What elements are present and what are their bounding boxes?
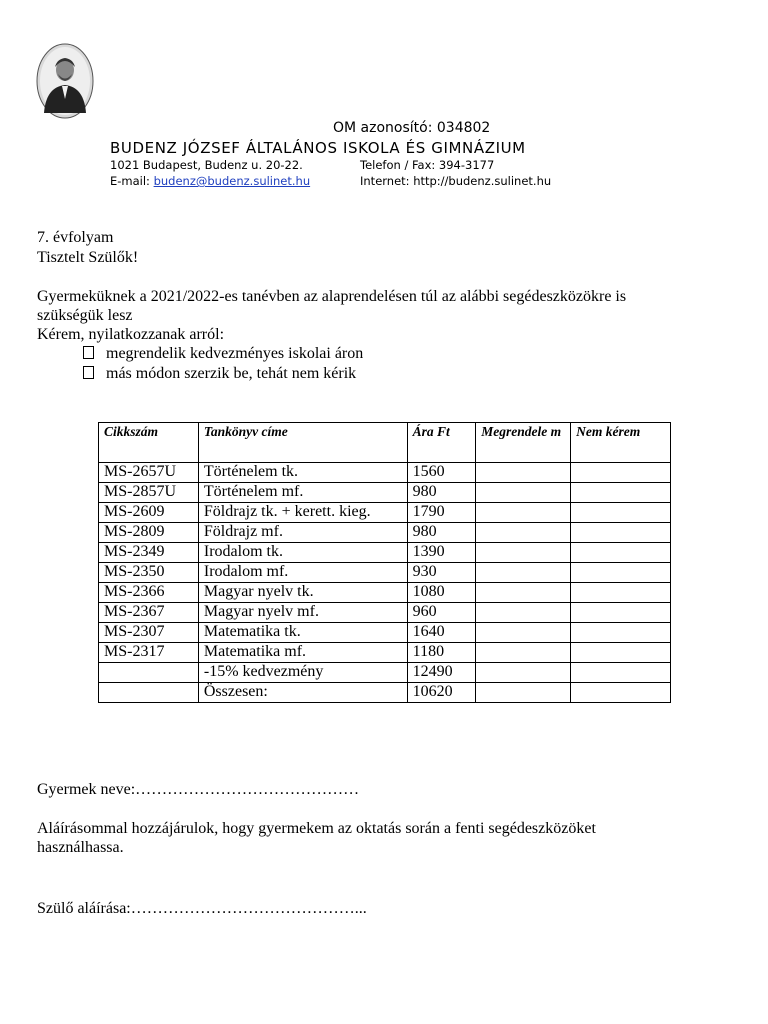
order-checkbox-cell[interactable] [476, 523, 571, 543]
table-row [99, 563, 671, 583]
order-checkbox-cell[interactable] [476, 543, 571, 563]
table-row [99, 683, 671, 703]
order-checkbox-cell[interactable] [476, 663, 571, 683]
header-item-number: Cikkszám [99, 423, 199, 463]
item-number-cell: MS-2809 [99, 523, 199, 543]
order-checkbox-cell[interactable] [476, 503, 571, 523]
price-cell: 980 [407, 523, 476, 543]
decline-checkbox-cell[interactable] [571, 483, 671, 503]
decline-checkbox-cell[interactable] [571, 583, 671, 603]
table-row [99, 663, 671, 683]
decline-checkbox-cell[interactable] [571, 663, 671, 683]
decline-checkbox-cell[interactable] [571, 463, 671, 483]
school-founder-portrait [36, 43, 94, 119]
price-cell: 12490 [407, 663, 476, 683]
table-row [99, 603, 671, 623]
title-cell: Matematika tk. [198, 623, 407, 643]
table-body [99, 463, 671, 703]
header-order: Megrendele m [476, 423, 571, 463]
item-number-cell [99, 683, 199, 703]
item-number-cell: MS-2350 [99, 563, 199, 583]
item-number-cell: MS-2857U [99, 483, 199, 503]
item-number-cell: MS-2366 [99, 583, 199, 603]
order-checkbox-cell[interactable] [476, 583, 571, 603]
decline-checkbox-cell[interactable] [571, 503, 671, 523]
decline-checkbox-cell[interactable] [571, 603, 671, 623]
email-label: E-mail: [110, 174, 150, 188]
price-cell: 1390 [407, 543, 476, 563]
item-number-cell: MS-2317 [99, 643, 199, 663]
order-checkbox-cell[interactable] [476, 623, 571, 643]
title-cell: Matematika mf. [198, 643, 407, 663]
address: 1021 Budapest, Budenz u. 20-22. [110, 158, 303, 172]
item-number-cell: MS-2349 [99, 543, 199, 563]
title-cell: Földrajz mf. [198, 523, 407, 543]
order-checkbox-cell[interactable] [476, 603, 571, 623]
item-number-cell: MS-2367 [99, 603, 199, 623]
intro-line-1: Gyermeküknek a 2021/2022-es tanévben az alaprendelésen túl az alábbi segédeszközökre is [37, 288, 627, 305]
order-checkbox-cell[interactable] [476, 683, 571, 703]
order-checkbox-cell[interactable] [476, 463, 571, 483]
title-cell: Történelem mf. [198, 483, 407, 503]
contact-line [110, 174, 552, 188]
price-cell: 10620 [407, 683, 476, 703]
decline-checkbox-cell[interactable] [571, 563, 671, 583]
table-row [99, 463, 671, 483]
textbook-table [98, 422, 671, 703]
item-number-cell: MS-2609 [99, 503, 199, 523]
consent-line-1: Aláírásommal hozzájárulok, hogy gyermekem az oktatás során a fenti segédeszközöket [37, 820, 596, 837]
price-cell: 1560 [407, 463, 476, 483]
table-row [99, 483, 671, 503]
decline-checkbox-cell[interactable] [571, 683, 671, 703]
address-line [110, 158, 495, 172]
option-decline [83, 365, 356, 383]
option-decline-label: más módon szerzik be, tehát nem kérik [106, 365, 357, 382]
title-cell: Történelem tk. [198, 463, 407, 483]
table-header-row [99, 423, 671, 463]
header-price: Ára Ft [407, 423, 476, 463]
intro-line-2: szükségük lesz [37, 307, 133, 324]
order-checkbox-cell[interactable] [476, 563, 571, 583]
price-cell: 1790 [407, 503, 476, 523]
table-row [99, 583, 671, 603]
decline-checkbox-cell[interactable] [571, 543, 671, 563]
checkbox-icon[interactable] [83, 346, 94, 359]
title-cell: Irodalom tk. [198, 543, 407, 563]
decline-checkbox-cell[interactable] [571, 643, 671, 663]
item-number-cell [99, 663, 199, 683]
school-name: BUDENZ JÓZSEF ÁLTALÁNOS ISKOLA ÉS GIMNÁZIUM [110, 139, 526, 157]
checkbox-icon[interactable] [83, 366, 94, 379]
table-row [99, 623, 671, 643]
internet-address: Internet: http://budenz.sulinet.hu [360, 174, 552, 188]
consent-line-2: használhassa. [37, 839, 124, 856]
order-checkbox-cell[interactable] [476, 483, 571, 503]
title-cell: Összesen: [198, 683, 407, 703]
title-cell: -15% kedvezmény [198, 663, 407, 683]
price-cell: 1640 [407, 623, 476, 643]
greeting: Tisztelt Szülők! [37, 249, 139, 266]
price-cell: 930 [407, 563, 476, 583]
phone: Telefon / Fax: 394-3177 [360, 158, 495, 172]
table-row [99, 643, 671, 663]
item-number-cell: MS-2657U [99, 463, 199, 483]
option-order [83, 345, 363, 363]
title-cell: Magyar nyelv mf. [198, 603, 407, 623]
title-cell: Irodalom mf. [198, 563, 407, 583]
parent-signature-field: Szülő aláírása:……………………………………... [37, 900, 367, 917]
header-title: Tankönyv címe [198, 423, 407, 463]
email-link[interactable]: budenz@budenz.sulinet.hu [153, 174, 311, 188]
title-cell: Földrajz tk. + kerett. kieg. [198, 503, 407, 523]
table-row [99, 503, 671, 523]
item-number-cell: MS-2307 [99, 623, 199, 643]
grade-label: 7. évfolyam [37, 229, 114, 246]
decline-checkbox-cell[interactable] [571, 623, 671, 643]
decline-checkbox-cell[interactable] [571, 523, 671, 543]
option-order-label: megrendelik kedvezményes iskolai áron [106, 345, 364, 362]
price-cell: 980 [407, 483, 476, 503]
price-cell: 1080 [407, 583, 476, 603]
price-cell: 960 [407, 603, 476, 623]
request-text: Kérem, nyilatkozzanak arról: [37, 326, 225, 343]
table-row [99, 543, 671, 563]
order-checkbox-cell[interactable] [476, 643, 571, 663]
title-cell: Magyar nyelv tk. [198, 583, 407, 603]
om-identifier: OM azonosító: 034802 [333, 120, 491, 136]
child-name-field: Gyermek neve:…………………………………… [37, 781, 360, 798]
header-decline: Nem kérem [571, 423, 671, 463]
table-row [99, 523, 671, 543]
price-cell: 1180 [407, 643, 476, 663]
